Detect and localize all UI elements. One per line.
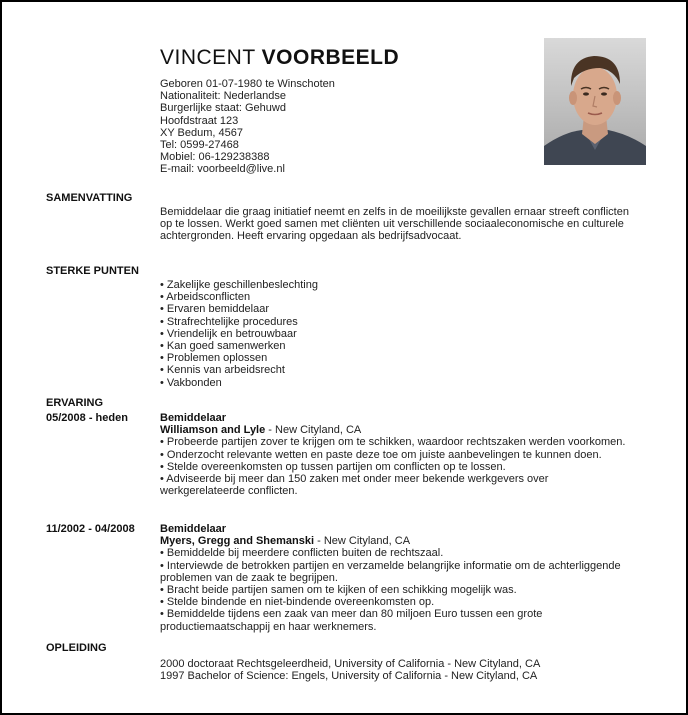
section-education-label: OPLEIDING	[46, 642, 107, 654]
job-bullet: • Onderzocht relevante wetten en paste deze toe om juiste aanbevelingen te kunnen doen.	[160, 448, 602, 461]
nationality: Nationaliteit: Nederlandse	[160, 90, 286, 103]
job-dates: 05/2008 - heden	[46, 412, 128, 424]
job-entry	[160, 523, 630, 633]
company-location: - New Cityland, CA	[314, 535, 411, 548]
mobile: Mobiel: 06-129238388	[160, 151, 270, 164]
job-bullet: • Stelde overeenkomsten op tussen partijen om conflicten op te lossen.	[160, 460, 506, 473]
list-item: • Strafrechtelijke procedures	[160, 315, 298, 328]
phone: Tel: 0599-27468	[160, 139, 239, 152]
job-title: Bemiddelaar	[160, 523, 227, 535]
list-item: • Vriendelijk en betrouwbaar	[160, 327, 297, 340]
job-bullet: • Interviewde de betrokken partijen en verzamelde belangrijke informatie om de achterliggende problemen van de zaak te begrijpen.	[160, 559, 621, 584]
postal-city: XY Bedum, 4567	[160, 126, 243, 139]
job-bullet: • Bracht beide partijen samen om te kijken of een schikking mogelijk was.	[160, 584, 517, 597]
list-item: • Vakbonden	[160, 376, 222, 389]
marital-status: Burgerlijke staat: Gehuwd	[160, 102, 286, 115]
job-entry	[160, 412, 630, 497]
list-item: • Zakelijke geschillenbeslechting	[160, 279, 318, 291]
strengths-list	[160, 279, 630, 389]
email: E-mail: voorbeeld@live.nl	[160, 163, 285, 176]
section-strengths-label: STERKE PUNTEN	[46, 265, 139, 277]
job-bullet: • Probeerde partijen zover te krijgen om te schikken, waardoor rechtszaken werden voorkomen.	[160, 436, 626, 449]
section-experience-label: ERVARING	[46, 397, 104, 409]
summary-text: Bemiddelaar die graag initiatief neemt en zelfs in de moeilijkste gevallen ernaar streeft conflicten op te lossen. Werkt goed samen met cliënten uit verschillende sociaaleconomische en culturele achtergronden. Heeft ervaring opgedaan als bedrijfsadvocaat.	[160, 206, 629, 243]
last-name: VOORBEELD	[261, 46, 400, 69]
birth-info: Geboren 01-07-1980 te Winschoten	[160, 78, 335, 90]
portrait-icon	[544, 38, 646, 165]
list-item: • Problemen oplossen	[160, 352, 268, 365]
education-item: 1997 Bachelor of Science: Engels, University of California - New Cityland, CA	[160, 670, 538, 683]
portrait-photo	[544, 38, 646, 165]
job-title: Bemiddelaar	[160, 412, 227, 424]
job-bullet: • Adviseerde bij meer dan 150 zaken met onder meer bekende werkgevers over werkgerelateerde conflicten.	[160, 473, 549, 498]
company-name: Myers, Gregg and Shemanski	[160, 535, 315, 548]
job-employer	[160, 535, 630, 547]
job-bullet: • Bemiddelde bij meerdere conflicten buiten de rechtszaal.	[160, 547, 444, 560]
list-item: • Ervaren bemiddelaar	[160, 303, 270, 316]
education-list	[160, 658, 630, 682]
list-item: • Arbeidsconflicten	[160, 291, 251, 304]
job-employer	[160, 424, 630, 436]
job-dates: 11/2002 - 04/2008	[46, 523, 135, 535]
contact-block	[160, 78, 335, 176]
job-bullet: • Stelde bindende en niet-bindende overeenkomsten op.	[160, 596, 435, 609]
section-summary-label: SAMENVATTING	[46, 192, 133, 204]
job-bullet: • Bemiddelde tijdens een zaak van meer dan 80 miljoen Euro tussen een grote productiemaatschappij en haar werknemers.	[160, 608, 543, 633]
list-item: • Kan goed samenwerken	[160, 340, 286, 353]
list-item: • Kennis van arbeidsrecht	[160, 364, 285, 377]
candidate-name	[160, 46, 399, 70]
company-location: - New Cityland, CA	[265, 424, 362, 437]
company-name: Williamson and Lyle	[160, 424, 266, 437]
street-address: Hoofdstraat 123	[160, 114, 239, 127]
first-name: VINCENT	[160, 46, 256, 69]
education-item: 2000 doctoraat Rechtsgeleerdheid, University of California - New Cityland, CA	[160, 658, 541, 670]
